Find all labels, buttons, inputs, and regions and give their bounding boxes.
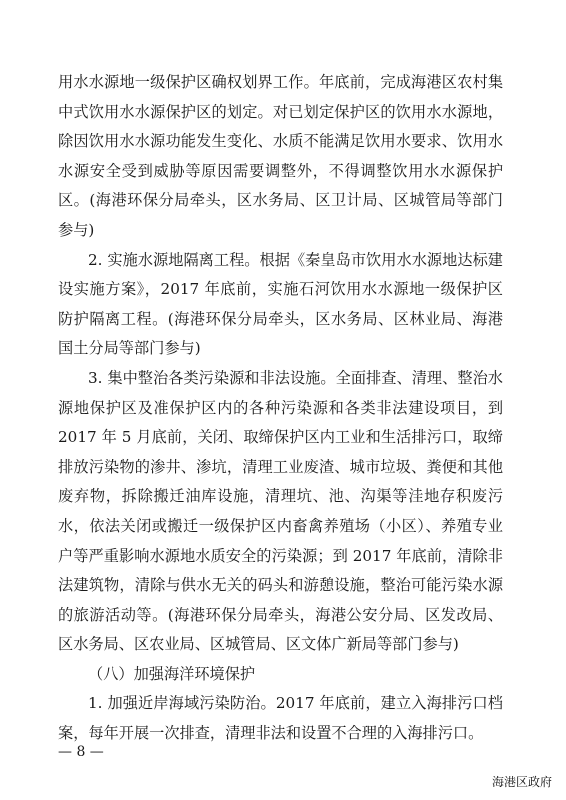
paragraph-isolation-project: 2. 实施水源地隔离工程。根据《秦皇岛市饮用水水源地达标建设实施方案》，2017 年底前，实施石河饮用水水源地一级保护区防护隔离工程。(海港环保分局牵头，区水务局、区林业局、海港国土分局等部门参与) <box>58 250 503 358</box>
section-heading: （八）加强海洋环境保护 <box>88 664 256 683</box>
paragraph-pollution-remediation: 3. 集中整治各类污染源和非法设施。全面排查、清理、整治水源地保护区及准保护区内的各种污染源和各类非法建设项目，到 2017 年 5 月底前，关闭、取缔保护区内工业和生活排污口，取缔排放污染物的渗井、渗坑，清理工业废渣、城市垃圾、粪便和其他废弃物，拆除搬迁油库设施，清理坑、池、沟渠等洼地存积废污水，依法关闭或搬迁一级保护区内畜禽养殖场（小区）、养殖专业户等严重影响水源地水质安全的污染源；到 2017 年底前，清除非法建筑物，清除与供水无关的码头和游憩设施，整治可能污染水源的旅游活动等。(海港环保分局牵头，海港公安分局、区发改局、区水务局、区农业局、区城管局、区文体广新局等部门参与) <box>58 368 503 654</box>
footer-organization-label: 海港区政府 <box>491 775 552 789</box>
paragraph-continuation: 用水水源地一级保护区确权划界工作。年底前，完成海港区农村集中式饮用水水源保护区的划定。对已划定保护区的饮用水水源地，除因饮用水水源功能发生变化、水质不能满足饮用水要求、饮用水水源安全受到威胁等原因需要调整外，不得调整饮用水水源保护区。(海港环保分局牵头，区水务局、区卫计局、区城管局等部门参与) <box>58 73 503 239</box>
paragraph-coastal-pollution: 1. 加强近岸海域污染防治。2017 年底前，建立入海排污口档案，每年开展一次排查，清理非法和设置不合理的入海排污口。 <box>58 694 503 743</box>
page-number: — 8 — <box>58 744 104 760</box>
document-body <box>58 68 503 749</box>
